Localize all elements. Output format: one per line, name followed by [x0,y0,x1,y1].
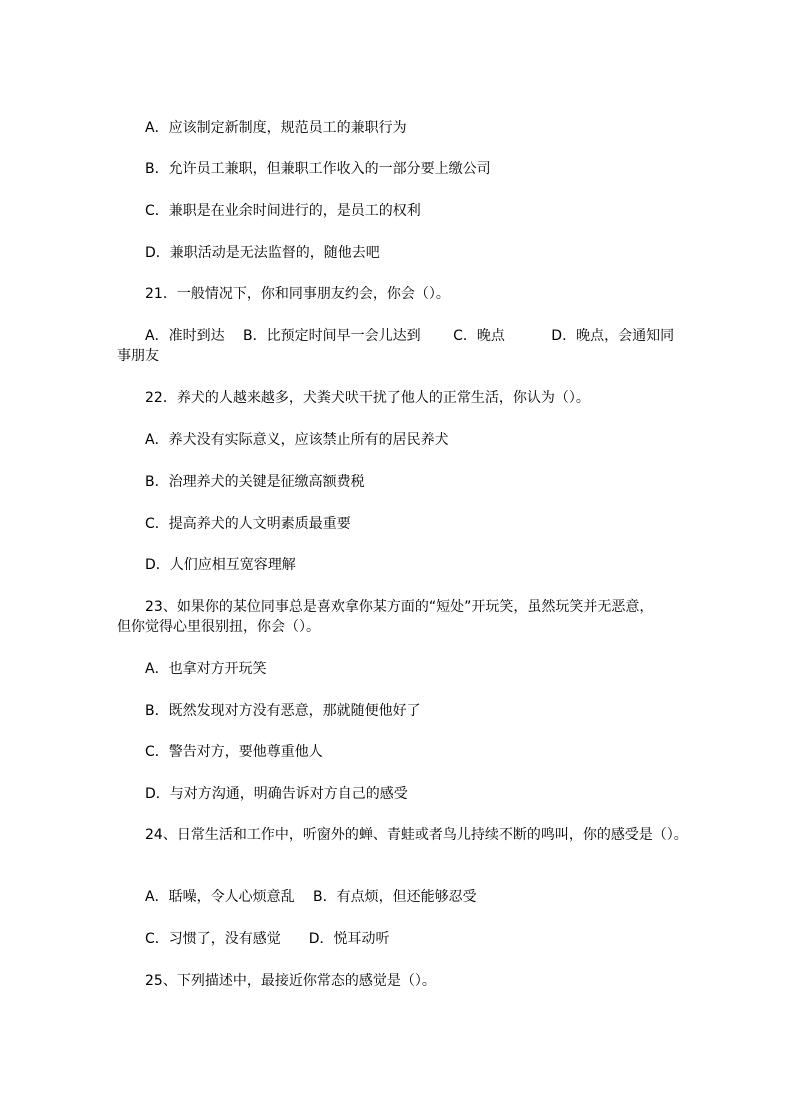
q23-option-a: A．也拿对方开玩笑 [145,661,267,677]
q22-option-b: B．治理养犬的关键是征缴高额费税 [145,474,365,490]
q25-question: 25、下列描述中，最接近你常态的感觉是（）。 [145,973,436,989]
q23-question-line2: 但你觉得心里很别扭，你会（）。 [117,619,320,635]
q21-question: 21．一般情况下，你和同事朋友约会，你会（）。 [145,286,450,302]
q20-option-b: B．允许员工兼职，但兼职工作收入的一部分要上缴公司 [145,161,491,177]
q22-option-c: C．提高养犬的人文明素质最重要 [145,516,351,532]
q23-option-c: C．警告对方，要他尊重他人 [145,744,323,760]
q22-option-a: A．养犬没有实际意义，应该禁止所有的居民养犬 [145,432,449,448]
q22-option-d: D．人们应相互宽容理解 [145,557,296,573]
q20-option-a: A．应该制定新制度，规范员工的兼职行为 [145,120,407,136]
q21-options-line2: 事朋友 [117,348,159,364]
q20-option-d: D．兼职活动是无法监督的，随他去吧 [145,245,380,261]
q23-question-line1: 23、如果你的某位同事总是喜欢拿你某方面的“短处”开玩笑，虽然玩笑并无恶意， [145,599,654,615]
q23-option-b: B．既然发现对方没有恶意，那就随便他好了 [145,703,421,719]
q24-options-line2: C．习惯了，没有感觉 D．悦耳动听 [145,931,390,947]
q20-option-c: C．兼职是在业余时间进行的，是员工的权利 [145,203,421,219]
q23-option-d: D．与对方沟通，明确告诉对方自己的感受 [145,786,408,802]
q21-options-line1: A．准时到达 B．比预定时间早一会儿达到 C．晚点 D．晚点，会通知同 [145,328,675,344]
q24-options-line1: A．聒噪，令人心烦意乱 B．有点烦，但还能够忍受 [145,889,477,905]
q24-question: 24、日常生活和工作中，听窗外的蝉、青蛙或者鸟儿持续不断的鸣叫，你的感受是（）。 [145,827,688,843]
q22-question: 22．养犬的人越来越多，犬粪犬吠干扰了他人的正常生活，你认为（）。 [145,390,590,406]
